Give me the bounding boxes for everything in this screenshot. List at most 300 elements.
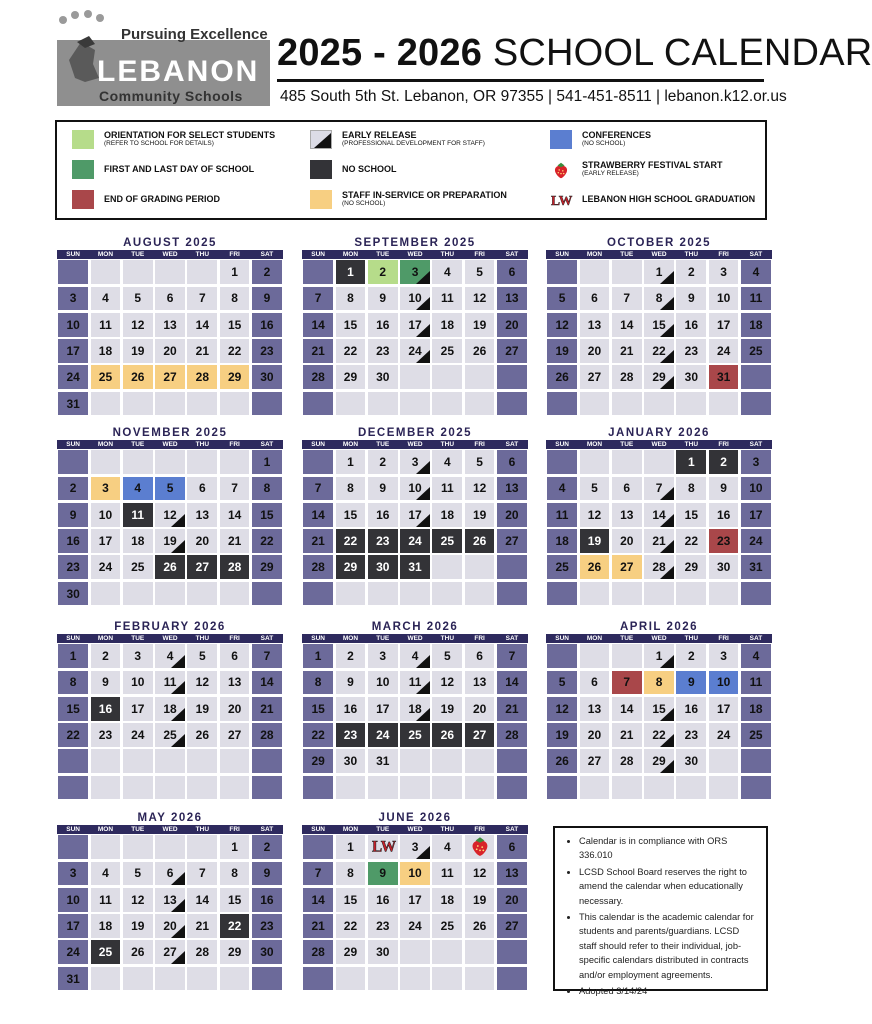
day-cell (709, 477, 739, 501)
weekday-header (546, 250, 772, 259)
svg-text:LW: LW (551, 192, 573, 208)
day-number: 16 (98, 701, 113, 716)
day-number: 30 (376, 370, 390, 385)
empty-cell (465, 365, 495, 389)
notes-box (553, 826, 768, 997)
day-number: 14 (260, 675, 274, 690)
day-cell (580, 503, 610, 527)
weekday-label: SAT (505, 635, 519, 642)
lw-graduation-icon (371, 837, 397, 858)
day-cell (741, 555, 771, 579)
day-cell (644, 313, 674, 337)
day-number: 16 (684, 317, 699, 332)
legend-label: EARLY RELEASE (342, 130, 417, 141)
day-cell (252, 365, 282, 389)
day-cell (676, 477, 706, 501)
empty-cell (220, 582, 250, 606)
weekday-label: TUE (620, 441, 634, 448)
day-cell (252, 260, 282, 284)
day-cell (676, 529, 706, 553)
empty-cell (676, 776, 706, 800)
day-cell (497, 671, 527, 695)
legend-label: STRAWBERRY FESTIVAL START (582, 160, 723, 171)
day-number: 11 (440, 481, 454, 496)
day-cell (432, 313, 462, 337)
day-cell (497, 697, 527, 721)
day-cell (580, 529, 610, 553)
day-number: 26 (555, 370, 569, 385)
day-cell (220, 339, 250, 363)
day-cell (336, 503, 366, 527)
empty-cell (497, 582, 527, 606)
month-november-2025 (57, 426, 283, 607)
day-cell (187, 940, 217, 964)
day-number: 9 (687, 675, 695, 690)
legend-label: END OF GRADING PERIOD (104, 193, 221, 204)
day-number: 1 (347, 455, 354, 470)
day-number: 24 (716, 344, 731, 359)
day-cell (497, 260, 527, 284)
empty-cell (303, 260, 333, 284)
day-cell (91, 477, 121, 501)
day-cell (465, 644, 495, 668)
day-number: 29 (684, 560, 699, 575)
day-number: 13 (505, 291, 519, 306)
day-number: 2 (102, 649, 109, 664)
month-title: APRIL 2026 (619, 621, 699, 633)
day-cell (741, 313, 771, 337)
day-number: 8 (231, 291, 238, 306)
empty-cell (155, 776, 185, 800)
day-number: 19 (555, 728, 569, 743)
day-number: 3 (752, 455, 760, 470)
day-number: 12 (131, 317, 145, 332)
day-number: 25 (440, 534, 455, 549)
day-cell (58, 339, 88, 363)
day-number: 16 (376, 507, 390, 522)
day-number: 28 (620, 370, 634, 385)
district-address: 485 South 5th St. Lebanon, OR 97355 | 541-451-8511 | lebanon.k12.or.us (280, 88, 787, 105)
day-cell (252, 940, 282, 964)
day-cell (497, 450, 527, 474)
day-number: 30 (376, 945, 390, 960)
day-cell (580, 697, 610, 721)
weekday-label: MON (586, 635, 603, 642)
empty-cell (123, 260, 153, 284)
day-number: 8 (263, 481, 271, 496)
day-cell (497, 862, 527, 886)
day-cell (368, 450, 398, 474)
day-cell (336, 862, 366, 886)
day-cell (220, 287, 250, 311)
day-cell (432, 260, 462, 284)
day-number: 9 (263, 291, 271, 306)
day-cell (155, 671, 185, 695)
day-cell (58, 644, 88, 668)
day-cell (400, 313, 430, 337)
day-cell (400, 529, 430, 553)
day-cell (58, 723, 88, 747)
weekday-label: SUN (555, 635, 570, 642)
day-cell (336, 697, 366, 721)
weekday-label: SUN (66, 826, 81, 833)
day-cell (303, 644, 333, 668)
day-cell (187, 313, 217, 337)
day-cell (400, 339, 430, 363)
month-january-2026 (546, 426, 772, 607)
empty-cell (741, 749, 771, 773)
day-cell (155, 287, 185, 311)
day-cell (336, 835, 366, 859)
day-number: 5 (443, 649, 451, 664)
day-number: 30 (684, 754, 699, 769)
day-cell (497, 644, 527, 668)
weekday-header (302, 250, 528, 259)
day-number: 26 (440, 728, 455, 743)
empty-cell (123, 967, 153, 991)
day-cell (58, 477, 88, 501)
day-cell (547, 529, 577, 553)
day-cell (336, 450, 366, 474)
day-cell (741, 697, 771, 721)
day-number: 17 (716, 317, 731, 332)
day-cell (155, 697, 185, 721)
day-cell (432, 697, 462, 721)
day-cell (432, 888, 462, 912)
day-number: 4 (443, 840, 451, 855)
day-number: 4 (752, 265, 760, 280)
day-number: 30 (684, 370, 699, 385)
day-number: 7 (623, 675, 631, 690)
day-cell (432, 723, 462, 747)
day-number: 6 (591, 675, 598, 690)
day-number: 28 (195, 945, 210, 960)
empty-cell (123, 582, 153, 606)
empty-cell (741, 365, 771, 389)
day-cell (123, 339, 153, 363)
empty-cell (187, 260, 217, 284)
day-number: 9 (263, 866, 271, 881)
empty-cell (432, 555, 462, 579)
day-number: 7 (623, 291, 631, 306)
day-number: 25 (131, 560, 145, 575)
day-cell (741, 450, 771, 474)
empty-cell (580, 582, 610, 606)
day-number: 24 (131, 728, 145, 743)
day-cell (465, 529, 495, 553)
empty-cell (612, 260, 642, 284)
day-cell (676, 450, 706, 474)
logo-name: LEBANON (97, 55, 260, 88)
day-cell (303, 503, 333, 527)
day-number: 6 (623, 481, 631, 496)
weekday-label: WED (407, 826, 423, 833)
day-number: 19 (440, 701, 455, 716)
day-number: 9 (102, 675, 109, 690)
day-cell (368, 365, 398, 389)
empty-cell (465, 940, 495, 964)
day-cell (676, 260, 706, 284)
day-number: 5 (166, 481, 174, 496)
empty-cell (303, 582, 333, 606)
day-cell (187, 555, 217, 579)
legend-swatch (72, 190, 94, 209)
day-number: 2 (347, 649, 354, 664)
day-number: 9 (347, 675, 354, 690)
weekday-label: FRI (718, 635, 729, 642)
title-divider (277, 79, 764, 82)
day-number: 20 (587, 728, 602, 743)
empty-cell (303, 776, 333, 800)
weekday-label: FRI (229, 441, 240, 448)
empty-cell (612, 644, 642, 668)
empty-cell (91, 582, 121, 606)
day-cell (709, 555, 739, 579)
month-title: DECEMBER 2025 (357, 427, 473, 439)
day-number: 28 (311, 560, 325, 575)
empty-cell (155, 835, 185, 859)
day-number: 14 (505, 675, 519, 690)
weekday-label: SAT (505, 251, 519, 258)
day-number: 1 (655, 265, 663, 280)
day-number: 19 (587, 534, 602, 549)
empty-cell (465, 967, 495, 991)
day-cell (336, 723, 366, 747)
day-number: 9 (687, 291, 695, 306)
day-number: 20 (227, 701, 242, 716)
day-number: 19 (472, 507, 487, 522)
day-number: 1 (655, 649, 663, 664)
weekday-header (57, 440, 283, 449)
day-number: 23 (376, 534, 390, 549)
logo-subtitle: Community Schools (99, 88, 243, 104)
day-cell (303, 477, 333, 501)
day-cell (644, 644, 674, 668)
day-number: 6 (166, 291, 174, 306)
day-number: 16 (716, 507, 731, 522)
empty-cell (644, 582, 674, 606)
weekday-label: THU (684, 441, 699, 448)
day-number: 28 (260, 728, 274, 743)
empty-cell (580, 260, 610, 284)
month-grid (57, 834, 283, 992)
day-number: 7 (263, 649, 271, 664)
day-number: 18 (440, 507, 455, 522)
empty-cell (91, 835, 121, 859)
month-title: JUNE 2026 (378, 812, 452, 824)
empty-cell (220, 450, 250, 474)
day-cell (220, 313, 250, 337)
day-number: 22 (652, 344, 666, 359)
day-cell (252, 555, 282, 579)
day-number: 22 (227, 919, 242, 934)
day-cell (303, 339, 333, 363)
day-cell (303, 723, 333, 747)
legend-item-lw (550, 190, 755, 209)
day-cell (187, 671, 217, 695)
day-number: 8 (231, 866, 238, 881)
day-number: 21 (195, 344, 210, 359)
strawberry-icon (550, 160, 572, 179)
day-cell (432, 529, 462, 553)
day-cell (580, 477, 610, 501)
weekday-label: TUE (620, 635, 634, 642)
day-cell (741, 671, 771, 695)
month-march-2026 (302, 620, 528, 801)
legend-box (55, 120, 767, 220)
day-number: 10 (408, 481, 422, 496)
empty-cell (187, 749, 217, 773)
day-number: 16 (376, 317, 390, 332)
empty-cell (676, 392, 706, 416)
day-number: 27 (163, 370, 177, 385)
day-cell (709, 671, 739, 695)
day-cell (252, 697, 282, 721)
day-cell (368, 697, 398, 721)
day-cell (676, 287, 706, 311)
day-number: 28 (652, 560, 666, 575)
day-cell (432, 287, 462, 311)
day-cell (220, 697, 250, 721)
day-number: 31 (376, 754, 390, 769)
day-cell (91, 644, 121, 668)
day-cell (709, 365, 739, 389)
empty-cell (220, 776, 250, 800)
day-cell (252, 644, 282, 668)
day-number: 8 (69, 675, 77, 690)
day-number: 1 (231, 265, 238, 280)
day-number: 21 (227, 534, 242, 549)
day-cell (432, 450, 462, 474)
day-number: 14 (195, 892, 210, 907)
day-number: 31 (716, 370, 731, 385)
empty-cell (400, 392, 430, 416)
page-title (277, 32, 872, 75)
day-cell (400, 503, 430, 527)
day-number: 3 (134, 649, 142, 664)
day-cell (368, 914, 398, 938)
day-number: 3 (720, 649, 727, 664)
day-number: 14 (311, 507, 325, 522)
day-number: 30 (343, 754, 358, 769)
day-cell (580, 749, 610, 773)
day-cell (58, 313, 88, 337)
day-cell (187, 697, 217, 721)
day-cell (547, 723, 577, 747)
day-cell (497, 313, 527, 337)
month-grid (546, 259, 772, 417)
day-cell (58, 392, 88, 416)
day-number: 26 (131, 370, 145, 385)
day-cell (58, 365, 88, 389)
day-cell (612, 287, 642, 311)
day-cell (741, 529, 771, 553)
day-number: 28 (227, 560, 242, 575)
day-number: 4 (443, 265, 451, 280)
day-cell (187, 477, 217, 501)
day-number: 18 (131, 534, 145, 549)
day-number: 25 (555, 560, 569, 575)
empty-cell (155, 967, 185, 991)
day-number: 17 (66, 344, 80, 359)
empty-cell (432, 967, 462, 991)
day-cell (400, 888, 430, 912)
month-may-2026 (57, 811, 283, 992)
day-number: 23 (376, 344, 390, 359)
day-cell (336, 671, 366, 695)
day-cell (91, 671, 121, 695)
day-cell (58, 582, 88, 606)
day-cell (303, 862, 333, 886)
empty-cell (497, 392, 527, 416)
weekday-label: MON (97, 826, 114, 833)
day-number: 13 (195, 507, 210, 522)
day-cell (187, 862, 217, 886)
day-number: 26 (472, 534, 487, 549)
day-number: 23 (684, 728, 699, 743)
weekday-label: FRI (229, 251, 240, 258)
day-cell (303, 529, 333, 553)
day-number: 13 (227, 675, 242, 690)
empty-cell (91, 392, 121, 416)
day-number: 21 (652, 534, 666, 549)
day-cell (187, 914, 217, 938)
day-cell (400, 287, 430, 311)
day-number: 17 (376, 701, 390, 716)
empty-cell (432, 582, 462, 606)
empty-cell (547, 260, 577, 284)
weekday-label: MON (342, 251, 359, 258)
empty-cell (432, 940, 462, 964)
day-number: 5 (134, 291, 142, 306)
month-grid (546, 643, 772, 801)
day-cell (676, 313, 706, 337)
day-cell (220, 644, 250, 668)
day-cell (58, 914, 88, 938)
empty-cell (368, 582, 398, 606)
day-cell (432, 477, 462, 501)
day-cell (368, 555, 398, 579)
day-cell (741, 339, 771, 363)
day-number: 15 (343, 317, 358, 332)
day-cell (709, 697, 739, 721)
day-cell (497, 287, 527, 311)
day-cell (336, 914, 366, 938)
empty-cell (368, 776, 398, 800)
legend-item-grading (72, 190, 220, 209)
day-cell (368, 888, 398, 912)
legend-swatch (310, 130, 332, 149)
day-number: 25 (749, 728, 763, 743)
day-number: 13 (505, 481, 519, 496)
day-cell (497, 477, 527, 501)
day-number: 15 (227, 892, 242, 907)
day-number: 17 (98, 534, 113, 549)
day-cell (709, 313, 739, 337)
empty-cell (497, 365, 527, 389)
day-number: 20 (620, 534, 634, 549)
day-cell (547, 671, 577, 695)
day-number: 9 (379, 481, 387, 496)
empty-cell (497, 749, 527, 773)
weekday-label: TUE (131, 826, 145, 833)
day-number: 5 (558, 675, 566, 690)
weekday-label: WED (407, 635, 423, 642)
day-cell (465, 862, 495, 886)
day-cell (612, 503, 642, 527)
day-cell (368, 503, 398, 527)
day-cell (252, 503, 282, 527)
